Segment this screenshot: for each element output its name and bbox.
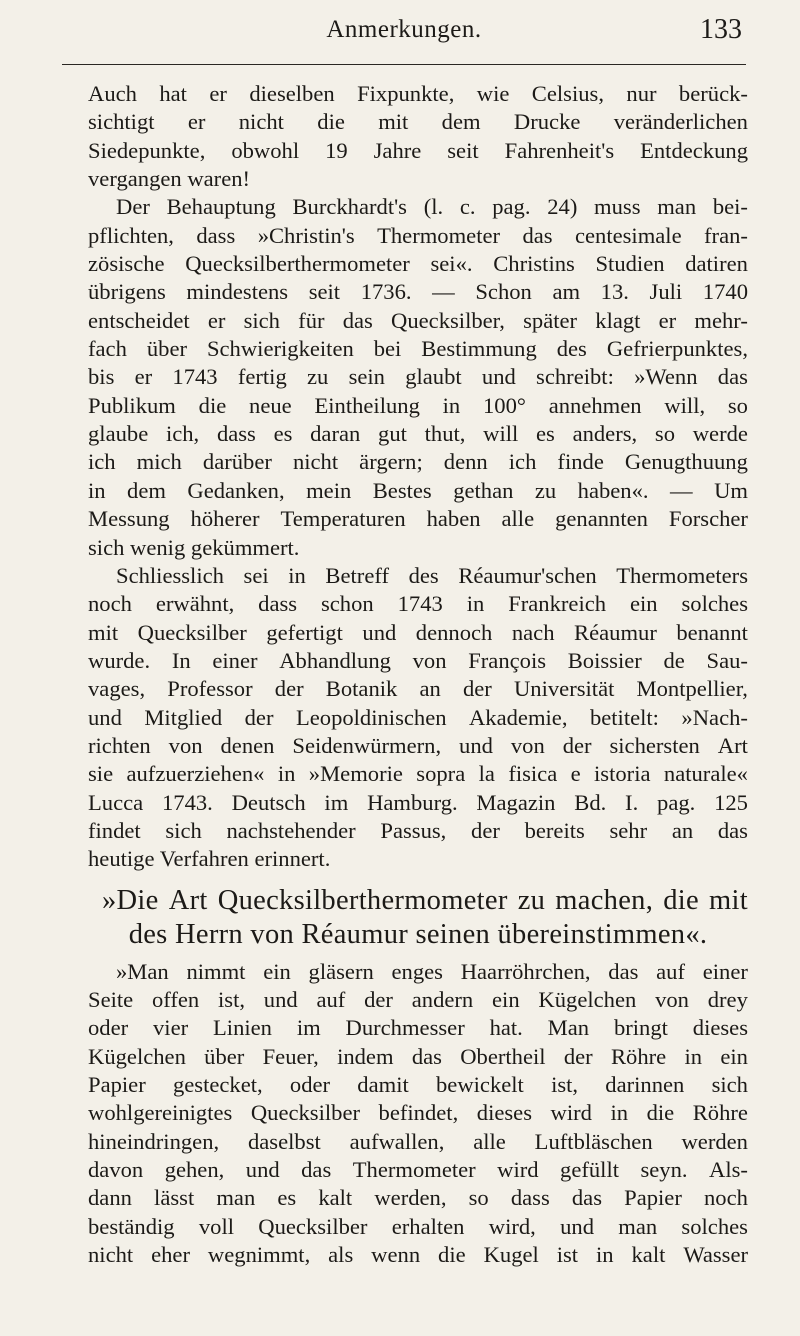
text-line: Der Behauptung Burckhardt's (l. c. pag. 24) muss man bei-: [116, 194, 748, 220]
text-line: vergangen waren!: [88, 166, 251, 192]
text-line: Lucca 1743. Deutsch im Hamburg. Magazin Bd. I. pag. 125: [88, 789, 748, 815]
page-header: [62, 6, 746, 65]
text-line: sichtigt er nicht die mit dem Drucke veränderlichen: [88, 109, 748, 135]
text-line: Papier gestecket, oder damit bewickelt ist, darinnen sich: [88, 1072, 748, 1097]
text-line: wohlgereinigtes Quecksilber befindet, dieses wird in die Röhre: [88, 1100, 748, 1126]
page-number: 133: [700, 14, 742, 45]
text-line: noch erwähnt, dass schon 1743 in Frankreich ein solches: [88, 591, 748, 617]
text-line: dann lässt man es kalt werden, so dass das Papier noch: [88, 1185, 748, 1211]
text-line: pflichten, dass »Christin's Thermometer das centesimale fran-: [88, 222, 748, 248]
paragraph-fixpunkte: [88, 80, 748, 193]
text-line: in dem Gedanken, mein Bestes gethan zu haben«. — Um: [88, 477, 748, 503]
text-line: Messung höherer Temperaturen haben alle genannten Forscher: [88, 506, 748, 532]
text-line: vages, Professor der Botanik an der Universität Montpellier,: [88, 676, 748, 702]
text-line: davon gehen, und das Thermometer wird gefüllt seyn. Als-: [88, 1157, 748, 1183]
text-line: und Mitglied der Leopoldinischen Akademie, betitelt: »Nach-: [88, 704, 748, 730]
text-line: wurde. In einer Abhandlung von François Boissier de Sau-: [88, 647, 748, 673]
quote-heading: [88, 884, 748, 952]
paragraph-christin: [88, 193, 748, 561]
text-line: hineindringen, daselbst aufwallen, alle Luftbläschen werden: [88, 1128, 748, 1154]
paragraph-reaumur: [88, 562, 748, 874]
text-line: Auch hat er dieselben Fixpunkte, wie Celsius, nur berück-: [88, 81, 748, 106]
text-line: entscheidet er sich für das Quecksilber, später klagt er mehr-: [88, 307, 748, 333]
text-line: richten von denen Seidenwürmern, und von der sichersten Art: [88, 732, 748, 758]
text-line: des Herrn von Réaumur seinen übereinstimmen«.: [128, 918, 708, 950]
text-line: nicht eher wegnimmt, als wenn die Kugel ist in kalt Wasser: [88, 1242, 748, 1268]
text-line: Seite offen ist, und auf der andern ein Kügelchen von drey: [88, 986, 748, 1012]
text-line: »Die Art Quecksilberthermometer zu machen, die mit: [102, 884, 748, 916]
body-text: [88, 80, 748, 1269]
text-line: bis er 1743 fertig zu sein glaubt und schreibt: »Wenn das: [88, 364, 748, 390]
text-line: übrigens mindestens seit 1736. — Schon am 13. Juli 1740: [88, 279, 748, 305]
text-line: sich wenig gekümmert.: [88, 534, 300, 560]
text-line: Kügelchen über Feuer, indem das Obertheil der Röhre in ein: [88, 1043, 748, 1069]
text-line: oder vier Linien im Durchmesser hat. Man bringt dieses: [88, 1015, 748, 1041]
text-line: fach über Schwierigkeiten bei Bestimmung des Gefrierpunktes,: [88, 336, 748, 362]
text-line: ich mich darüber nicht ärgern; denn ich finde Genugthuung: [88, 449, 748, 475]
running-head: Anmerkungen.: [326, 16, 482, 43]
quote-paragraph: [88, 958, 748, 1270]
text-line: glaube ich, dass es daran gut thut, will es anders, so werde: [88, 421, 748, 447]
text-line: Schliesslich sei in Betreff des Réaumur'schen Thermometers: [116, 562, 748, 588]
text-line: Publikum die neue Eintheilung in 100° annehmen will, so: [88, 392, 748, 418]
text-line: zösische Quecksilberthermometer sei«. Christins Studien datiren: [88, 251, 748, 277]
text-line: beständig voll Quecksilber erhalten wird, und man solches: [88, 1213, 748, 1239]
text-line: »Man nimmt ein gläsern enges Haarröhrchen, das auf einer: [116, 958, 748, 984]
text-line: heutige Verfahren erinnert.: [88, 846, 331, 872]
text-line: findet sich nachstehender Passus, der bereits sehr an das: [88, 817, 748, 843]
text-line: mit Quecksilber gefertigt und dennoch nach Réaumur benannt: [88, 619, 748, 645]
text-line: Siedepunkte, obwohl 19 Jahre seit Fahrenheit's Entdeckung: [88, 137, 748, 163]
text-line: sie aufzuerziehen« in »Memorie sopra la fisica e istoria naturale«: [88, 761, 748, 787]
